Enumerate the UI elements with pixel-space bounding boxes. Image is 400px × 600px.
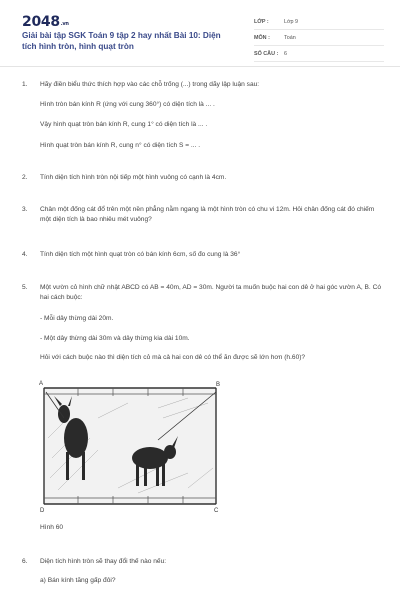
q5-line-1: - Mỗi dây thừng dài 20m. [40, 315, 114, 322]
document-title: Giải bài tập SGK Toán 9 tập 2 hay nhất Bài 10: Diện tích hình tròn, hình quạt tròn [22, 31, 221, 51]
question-number: 6. [22, 558, 28, 565]
meta-row-count [254, 46, 384, 62]
question-1 [22, 80, 382, 90]
logo-suffix: .vn [60, 21, 69, 27]
meta-key: MÔN : [254, 34, 270, 41]
question-number: 1. [22, 81, 28, 88]
question-number: 3. [22, 206, 28, 213]
meta-row-subject [254, 30, 384, 46]
q1-line-1: Hình tròn bán kính R (ứng với cung 360°) có diện tích là ... . [40, 101, 215, 108]
site-logo[interactable] [22, 14, 69, 30]
logo-text: 2048 [22, 14, 60, 30]
question-text: Tính diện tích hình tròn nội tiếp một hình vuông có cạnh là 4cm. [40, 174, 227, 181]
question-6 [22, 557, 382, 567]
goat-field-illustration [38, 378, 222, 514]
question-text: Hãy điền biểu thức thích hợp vào các chỗ trống (...) trong dãy lập luận sau: [40, 81, 260, 88]
meta-key: LỚP : [254, 18, 269, 25]
q5-line-3: Hỏi với cách buộc nào thì diện tích cỏ mà cả hai con dê có thể ăn được sẽ lớn hơn (h.60)? [40, 354, 306, 361]
meta-value: 6 [284, 50, 287, 57]
q1-line-2: Vậy hình quạt tròn bán kính R, cung 1° có diện tích là ... . [40, 121, 208, 128]
figure-caption: Hình 60 [40, 524, 64, 531]
meta-row-grade [254, 14, 384, 30]
meta-value: Toán [284, 34, 296, 41]
question-number: 4. [22, 251, 28, 258]
question-4 [22, 250, 382, 260]
q5-line-2: - Một dây thừng dài 30m và dây thừng kia dài 10m. [40, 335, 190, 342]
corner-label-a: A [39, 381, 44, 387]
meta-table [254, 14, 384, 62]
corner-label-b: B [216, 382, 221, 388]
q6-line-1: a) Bán kính tăng gấp đôi? [40, 577, 116, 584]
meta-key: SỐ CÂU : [254, 50, 279, 57]
question-5 [22, 283, 382, 303]
question-number: 5. [22, 284, 28, 291]
corner-label-c: C [214, 508, 219, 514]
q1-line-3: Hình quạt tròn bán kính R, cung n° có diện tích S = ... . [40, 142, 201, 149]
question-text: Chân một đống cát đổ trên một nền phẳng nằm ngang là một hình tròn có chu vi 12m. Hỏi chân đống cát đó chiếm một diện tích là bao nhiêu mét vuông? [40, 206, 375, 223]
question-number: 2. [22, 174, 28, 181]
question-3 [22, 205, 382, 225]
question-text: Tính diện tích một hình quạt tròn có bán kính 6cm, số đo cung là 36° [40, 251, 241, 258]
question-2 [22, 173, 382, 183]
document-header [0, 0, 400, 67]
question-text: Diện tích hình tròn sẽ thay đổi thế nào nếu: [40, 558, 167, 565]
figure-60 [38, 378, 222, 514]
corner-label-d: D [40, 508, 45, 514]
question-text: Một vườn cỏ hình chữ nhật ABCD có AB = 40m, AD = 30m. Người ta muốn buộc hai con dê ở hai góc vườn A, B. Có hai cách buộc: [40, 284, 381, 301]
meta-value: Lớp 9 [284, 18, 299, 25]
